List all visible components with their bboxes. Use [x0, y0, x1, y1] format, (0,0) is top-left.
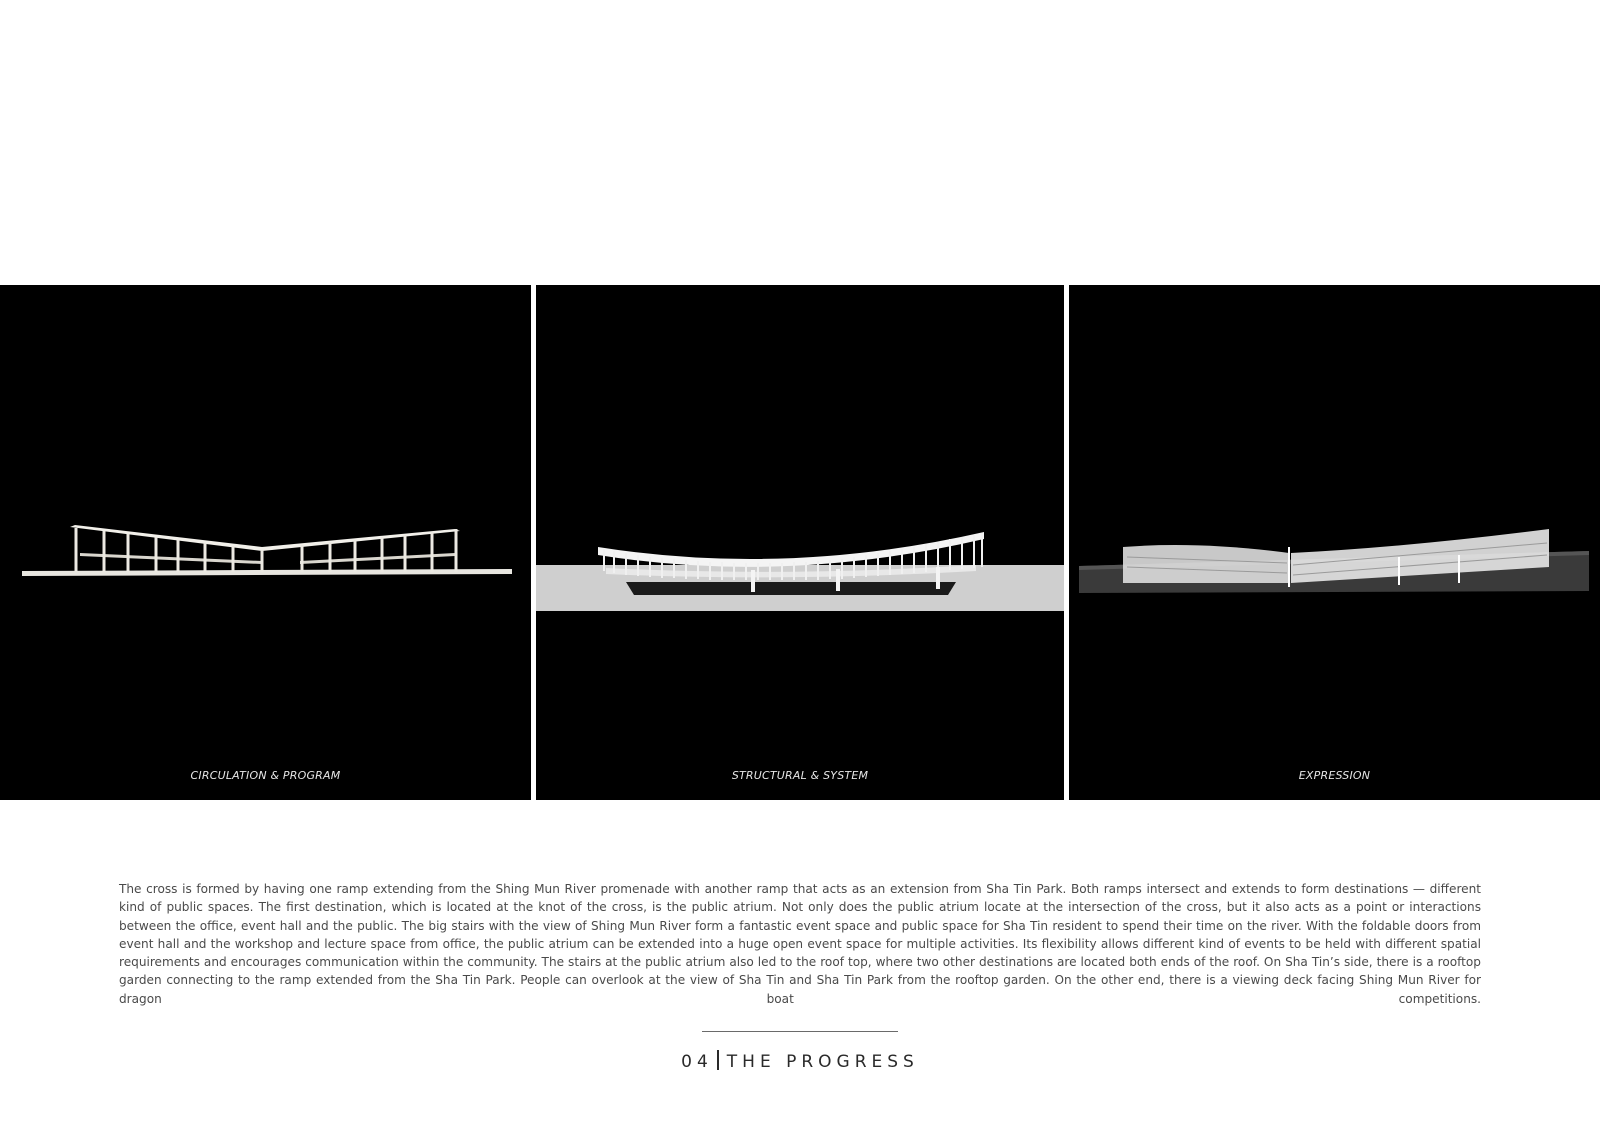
- section-title: THE PROGRESS: [726, 1052, 919, 1072]
- model-photo-structural: [536, 285, 1064, 800]
- expression-model-image: [1069, 285, 1600, 800]
- model-photo-strip: [0, 285, 1600, 800]
- model-photo-circulation: [0, 285, 531, 800]
- structural-model-image: [536, 285, 1064, 800]
- page-number: 04: [681, 1052, 713, 1072]
- caption-structural-system: STRUCTURAL & SYSTEM: [731, 769, 869, 782]
- footer-separator: [717, 1050, 719, 1070]
- model-photo-expression: [1069, 285, 1600, 800]
- footer-divider: [702, 1031, 898, 1032]
- caption-expression: EXPRESSION: [1298, 769, 1371, 782]
- page-footer: [0, 1050, 1600, 1072]
- circulation-model-image: [0, 285, 531, 800]
- caption-circulation-program: CIRCULATION & PROGRAM: [190, 769, 341, 782]
- project-description: The cross is formed by having one ramp extending from the Shing Mun River promenade with another ramp that acts as an extension from Sha Tin Park. Both ramps intersect and extends to form destinations — different kind of public spaces. The first destination, which is located at the knot of the cross, is the public atrium. Not only does the public atrium locate at the intersection of the cross, but it also acts as a point or interactions between the office, event hall and the public. The big stairs with the view of Shing Mun River form a fantastic event space and public space for Sha Tin resident to spend their time on the river. With the foldable doors from event hall and the workshop and lecture space from office, the public atrium can be extended into a huge open event space for multiple activities. Its flexibility allows different kind of events to be held with different spatial requirements and encourages communication within the community. The stairs at the public atrium also led to the roof top, where two other destinations are located both ends of the roof. On Sha Tin’s side, there is a rooftop garden connecting to the ramp extended from the Sha Tin Park. People can overlook at the view of Sha Tin and Sha Tin Park from the rooftop garden. On the other end, there is a viewing deck facing Shing Mun River for dragon boat competitions.: [119, 882, 1481, 1006]
